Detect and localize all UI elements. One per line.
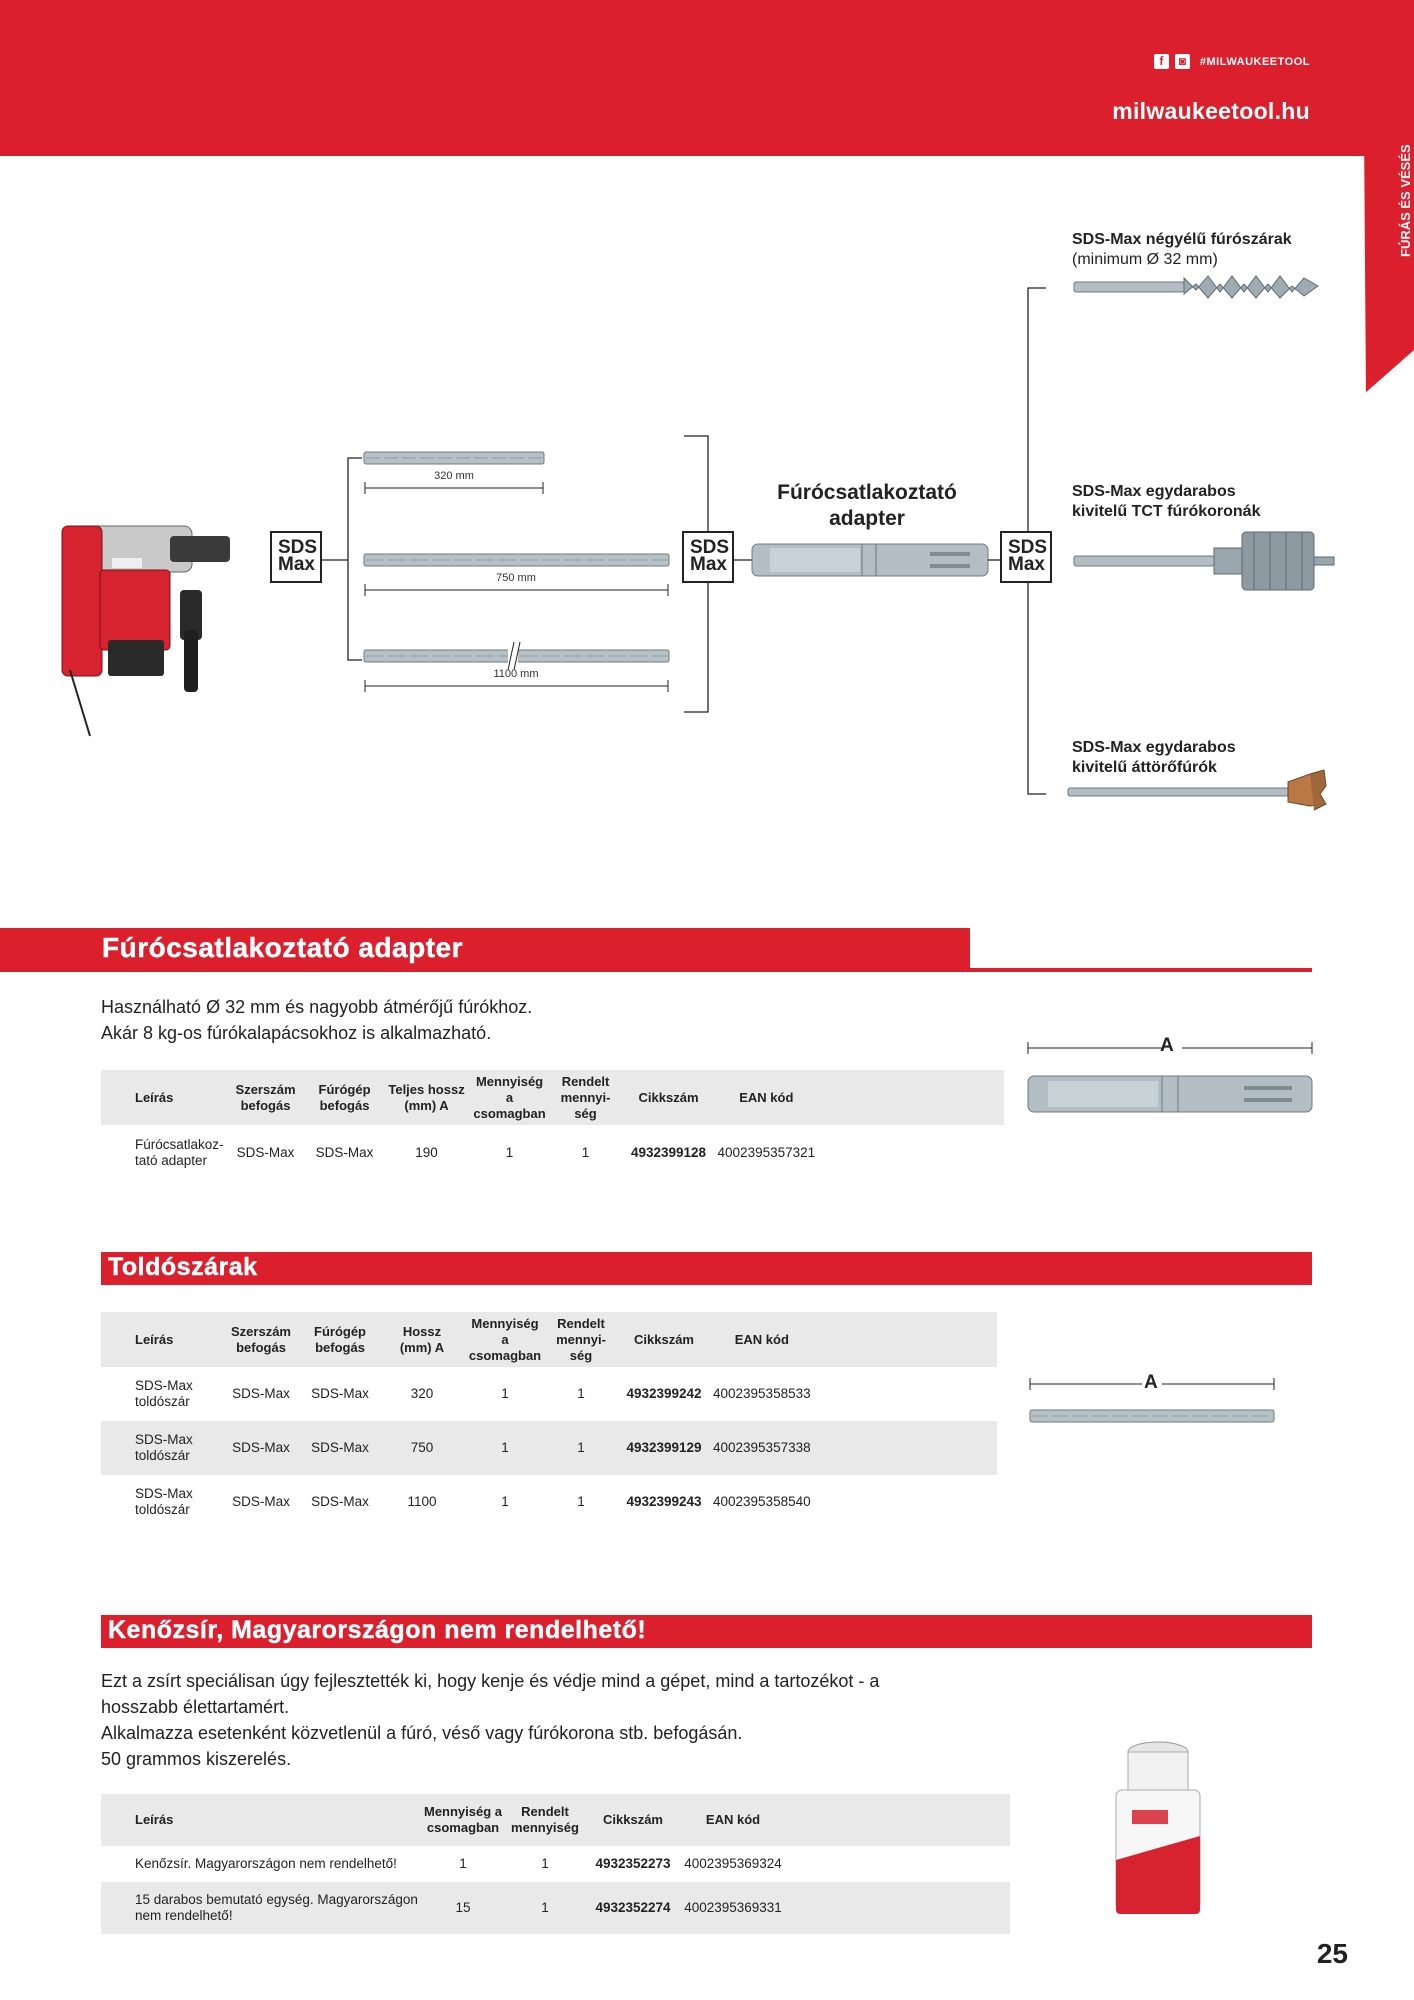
table-row xyxy=(101,1125,1004,1181)
adapter-table xyxy=(101,1070,1004,1181)
table-header-row xyxy=(101,1794,1010,1846)
sds-label-line2: Max xyxy=(1008,554,1045,575)
sds-max-label-drill xyxy=(270,531,322,583)
four-edge-bit-title: SDS-Max négyélű fúrószárak xyxy=(1072,231,1292,248)
col-ordered: Rendelt mennyiség xyxy=(511,1804,579,1835)
cell-ordered: 1 xyxy=(577,1494,585,1509)
col-length: Hossz (mm) A xyxy=(399,1323,445,1355)
grease-section-title: Kenőzsír, Magyarországon nem rendelhető! xyxy=(108,1616,647,1644)
cell-length: 190 xyxy=(415,1145,438,1160)
dim-320-label: 320 mm xyxy=(434,470,474,482)
sds-label-line1: SDS xyxy=(278,537,318,558)
cell-ordered: 1 xyxy=(577,1440,585,1455)
col-ean: EAN kód xyxy=(705,1812,761,1827)
breakthrough-bit-label-line1: SDS-Max egydarabos xyxy=(1072,739,1236,756)
grease-description-line2: hosszabb élettartamért. xyxy=(101,1697,290,1717)
cell-tool: SDS-Max xyxy=(232,1494,290,1509)
drill-hammer-image xyxy=(62,526,230,736)
cell-qty: 1 xyxy=(501,1440,509,1455)
breakthrough-bit-label-line2: kivitelű áttörőfúrók xyxy=(1072,759,1217,776)
cell-drill: SDS-Max xyxy=(311,1386,369,1401)
cell-length: 750 xyxy=(410,1440,434,1455)
col-qty: Mennyiség a csomagban xyxy=(473,1073,546,1121)
grease-description-line4: 50 grammos kiszerelés. xyxy=(101,1749,292,1769)
cell-ean: 4002395357338 xyxy=(713,1440,811,1455)
col-ordered: Rendelt mennyi- ség xyxy=(556,1315,606,1363)
sds-label-line1: SDS xyxy=(1008,537,1048,558)
cell-length: 320 xyxy=(410,1386,434,1401)
table-row xyxy=(101,1882,1010,1934)
cell-code: 4932399129 xyxy=(626,1440,702,1455)
side-tab-label: FÚRÁS ÉS VÉSÉS xyxy=(1398,144,1413,257)
col-desc: Leírás xyxy=(135,1331,174,1347)
cell-desc: Kenőzsír. Magyarországon nem rendelhető! xyxy=(135,1856,397,1871)
cell-code: 4932352273 xyxy=(595,1856,671,1871)
cell-code: 4932352274 xyxy=(595,1900,671,1915)
sds-label-line2: Max xyxy=(278,554,315,575)
table-row xyxy=(101,1846,1010,1882)
extension-table xyxy=(101,1312,997,1529)
cell-ean: 4002395369331 xyxy=(684,1900,782,1915)
adapter-section-title: Fúrócsatlakoztató adapter xyxy=(102,932,464,963)
col-code: Cikkszám xyxy=(634,1331,694,1347)
cell-tool: SDS-Max xyxy=(232,1386,290,1401)
cell-code: 4932399128 xyxy=(630,1145,707,1160)
instagram-icon[interactable]: ◙ xyxy=(1175,54,1190,69)
table-row xyxy=(101,1367,997,1421)
col-qty: Mennyiség a csomagban xyxy=(423,1804,503,1835)
table-row xyxy=(101,1421,997,1475)
col-spacer xyxy=(817,1070,1004,1125)
cell-ordered: 1 xyxy=(581,1145,590,1160)
four-edge-bit-label xyxy=(1072,230,1292,270)
adapter-label-line1: Fúrócsatlakoztató xyxy=(777,481,957,504)
cell-drill: SDS-Max xyxy=(311,1440,369,1455)
table-row xyxy=(101,1475,997,1529)
col-tool: Szerszám befogás xyxy=(231,1323,291,1355)
col-spacer xyxy=(785,1794,1010,1846)
grease-description xyxy=(101,1668,879,1772)
grease-table xyxy=(101,1794,1010,1934)
col-drill: Fúrógép befogás xyxy=(318,1081,371,1113)
sds-max-label-adapter xyxy=(1000,531,1052,583)
adapter-dim-a-label: A xyxy=(1160,1035,1174,1056)
website-link[interactable]: milwaukeetool.hu xyxy=(1112,98,1310,124)
tct-core-bit-image xyxy=(1074,532,1334,590)
adapter-description-line1: Használható Ø 32 mm és nagyobb átmérőjű fúrókhoz. xyxy=(101,997,533,1017)
cell-qty: 1 xyxy=(459,1856,467,1871)
breakthrough-bit-label xyxy=(1072,738,1236,778)
col-desc: Leírás xyxy=(135,1089,174,1105)
social-links xyxy=(1154,54,1310,69)
grease-description-line1: Ezt a zsírt speciálisan úgy fejlesztették ki, hogy kenje és védje mind a gépet, mind a tartozékot - a xyxy=(101,1671,880,1691)
cell-desc: Fúrócsatlakoz- tató adapter xyxy=(135,1137,224,1168)
cell-ean: 4002395358540 xyxy=(713,1494,811,1509)
accessory-diagram xyxy=(0,160,1414,820)
cell-drill: SDS-Max xyxy=(311,1494,369,1509)
cell-code: 4932399242 xyxy=(626,1386,702,1401)
page-number: 25 xyxy=(1316,1938,1348,1969)
extension-rod-320 xyxy=(364,452,544,464)
adapter-image xyxy=(752,544,988,576)
four-edge-drill-bit-image xyxy=(1074,276,1318,298)
four-edge-bit-subtitle: (minimum Ø 32 mm) xyxy=(1072,251,1218,268)
adapter-description-line2: Akár 8 kg-os fúrókalapácsokhoz is alkalmazható. xyxy=(101,1023,492,1043)
cell-desc: 15 darabos bemutató egység. Magyarországon nem rendelhető! xyxy=(135,1892,418,1923)
cell-drill: SDS-Max xyxy=(315,1145,374,1160)
adapter-description xyxy=(101,994,532,1046)
col-ordered: Rendelt mennyi- ség xyxy=(560,1073,611,1121)
cell-qty: 15 xyxy=(455,1900,471,1915)
extension-rod-1100 xyxy=(364,642,669,670)
extension-rod-750 xyxy=(364,554,669,566)
header-bar xyxy=(0,0,1414,156)
col-spacer xyxy=(813,1312,997,1367)
cell-length: 1100 xyxy=(407,1494,437,1509)
col-qty: Mennyiség a csomagban xyxy=(468,1315,542,1363)
dim-1100-label: 1100 mm xyxy=(493,668,539,680)
cell-qty: 1 xyxy=(505,1145,514,1160)
sds-max-label-extension xyxy=(682,531,734,583)
cell-desc: SDS-Max toldószár xyxy=(135,1378,193,1409)
grease-description-line3: Alkalmazza esetenként közvetlenül a fúró, véső vagy fúrókorona stb. befogásán. xyxy=(101,1723,743,1743)
cell-qty: 1 xyxy=(501,1386,509,1401)
cell-ordered: 1 xyxy=(577,1386,585,1401)
adapter-label xyxy=(752,480,982,532)
hashtag: #MILWAUKEETOOL xyxy=(1199,55,1310,68)
cell-desc: SDS-Max toldószár xyxy=(135,1432,193,1463)
cell-ordered: 1 xyxy=(541,1856,549,1871)
col-tool: Szerszám befogás xyxy=(235,1081,296,1113)
adapter-label-line2: adapter xyxy=(829,507,905,530)
extension-dim-a-label: A xyxy=(1144,1372,1158,1393)
cell-ean: 4002395369324 xyxy=(684,1856,782,1871)
table-header-row xyxy=(101,1312,997,1367)
dim-750-label: 750 mm xyxy=(496,572,536,584)
cell-ordered: 1 xyxy=(541,1900,549,1915)
table-header-row xyxy=(101,1070,1004,1125)
cell-code: 4932399243 xyxy=(626,1494,702,1509)
col-drill: Fúrógép befogás xyxy=(314,1323,366,1355)
cell-tool: SDS-Max xyxy=(232,1440,290,1455)
cell-qty: 1 xyxy=(501,1494,509,1509)
grease-tube-image xyxy=(1102,1740,1214,1922)
col-code: Cikkszám xyxy=(603,1812,663,1827)
cell-tool: SDS-Max xyxy=(236,1145,295,1160)
col-code: Cikkszám xyxy=(638,1089,699,1105)
core-bit-label-line1: SDS-Max egydarabos xyxy=(1072,483,1236,500)
facebook-icon[interactable]: f xyxy=(1154,54,1169,69)
cell-desc: SDS-Max toldószár xyxy=(135,1486,193,1517)
col-ean: EAN kód xyxy=(739,1089,794,1105)
col-desc: Leírás xyxy=(135,1812,174,1827)
col-length: Teljes hossz (mm) A xyxy=(388,1081,465,1113)
cell-ean: 4002395357321 xyxy=(717,1145,816,1160)
core-bit-label-line2: kivitelű TCT fúrókoronák xyxy=(1072,503,1261,520)
sds-label-line2: Max xyxy=(690,554,727,575)
extension-section-title: Toldószárak xyxy=(108,1253,258,1281)
cell-ean: 4002395358533 xyxy=(713,1386,811,1401)
core-bit-label xyxy=(1072,482,1260,522)
sds-label-line1: SDS xyxy=(690,537,730,558)
adapter-section-underline xyxy=(970,968,1312,972)
extension-section-bar xyxy=(101,1252,1312,1285)
col-ean: EAN kód xyxy=(734,1331,789,1347)
